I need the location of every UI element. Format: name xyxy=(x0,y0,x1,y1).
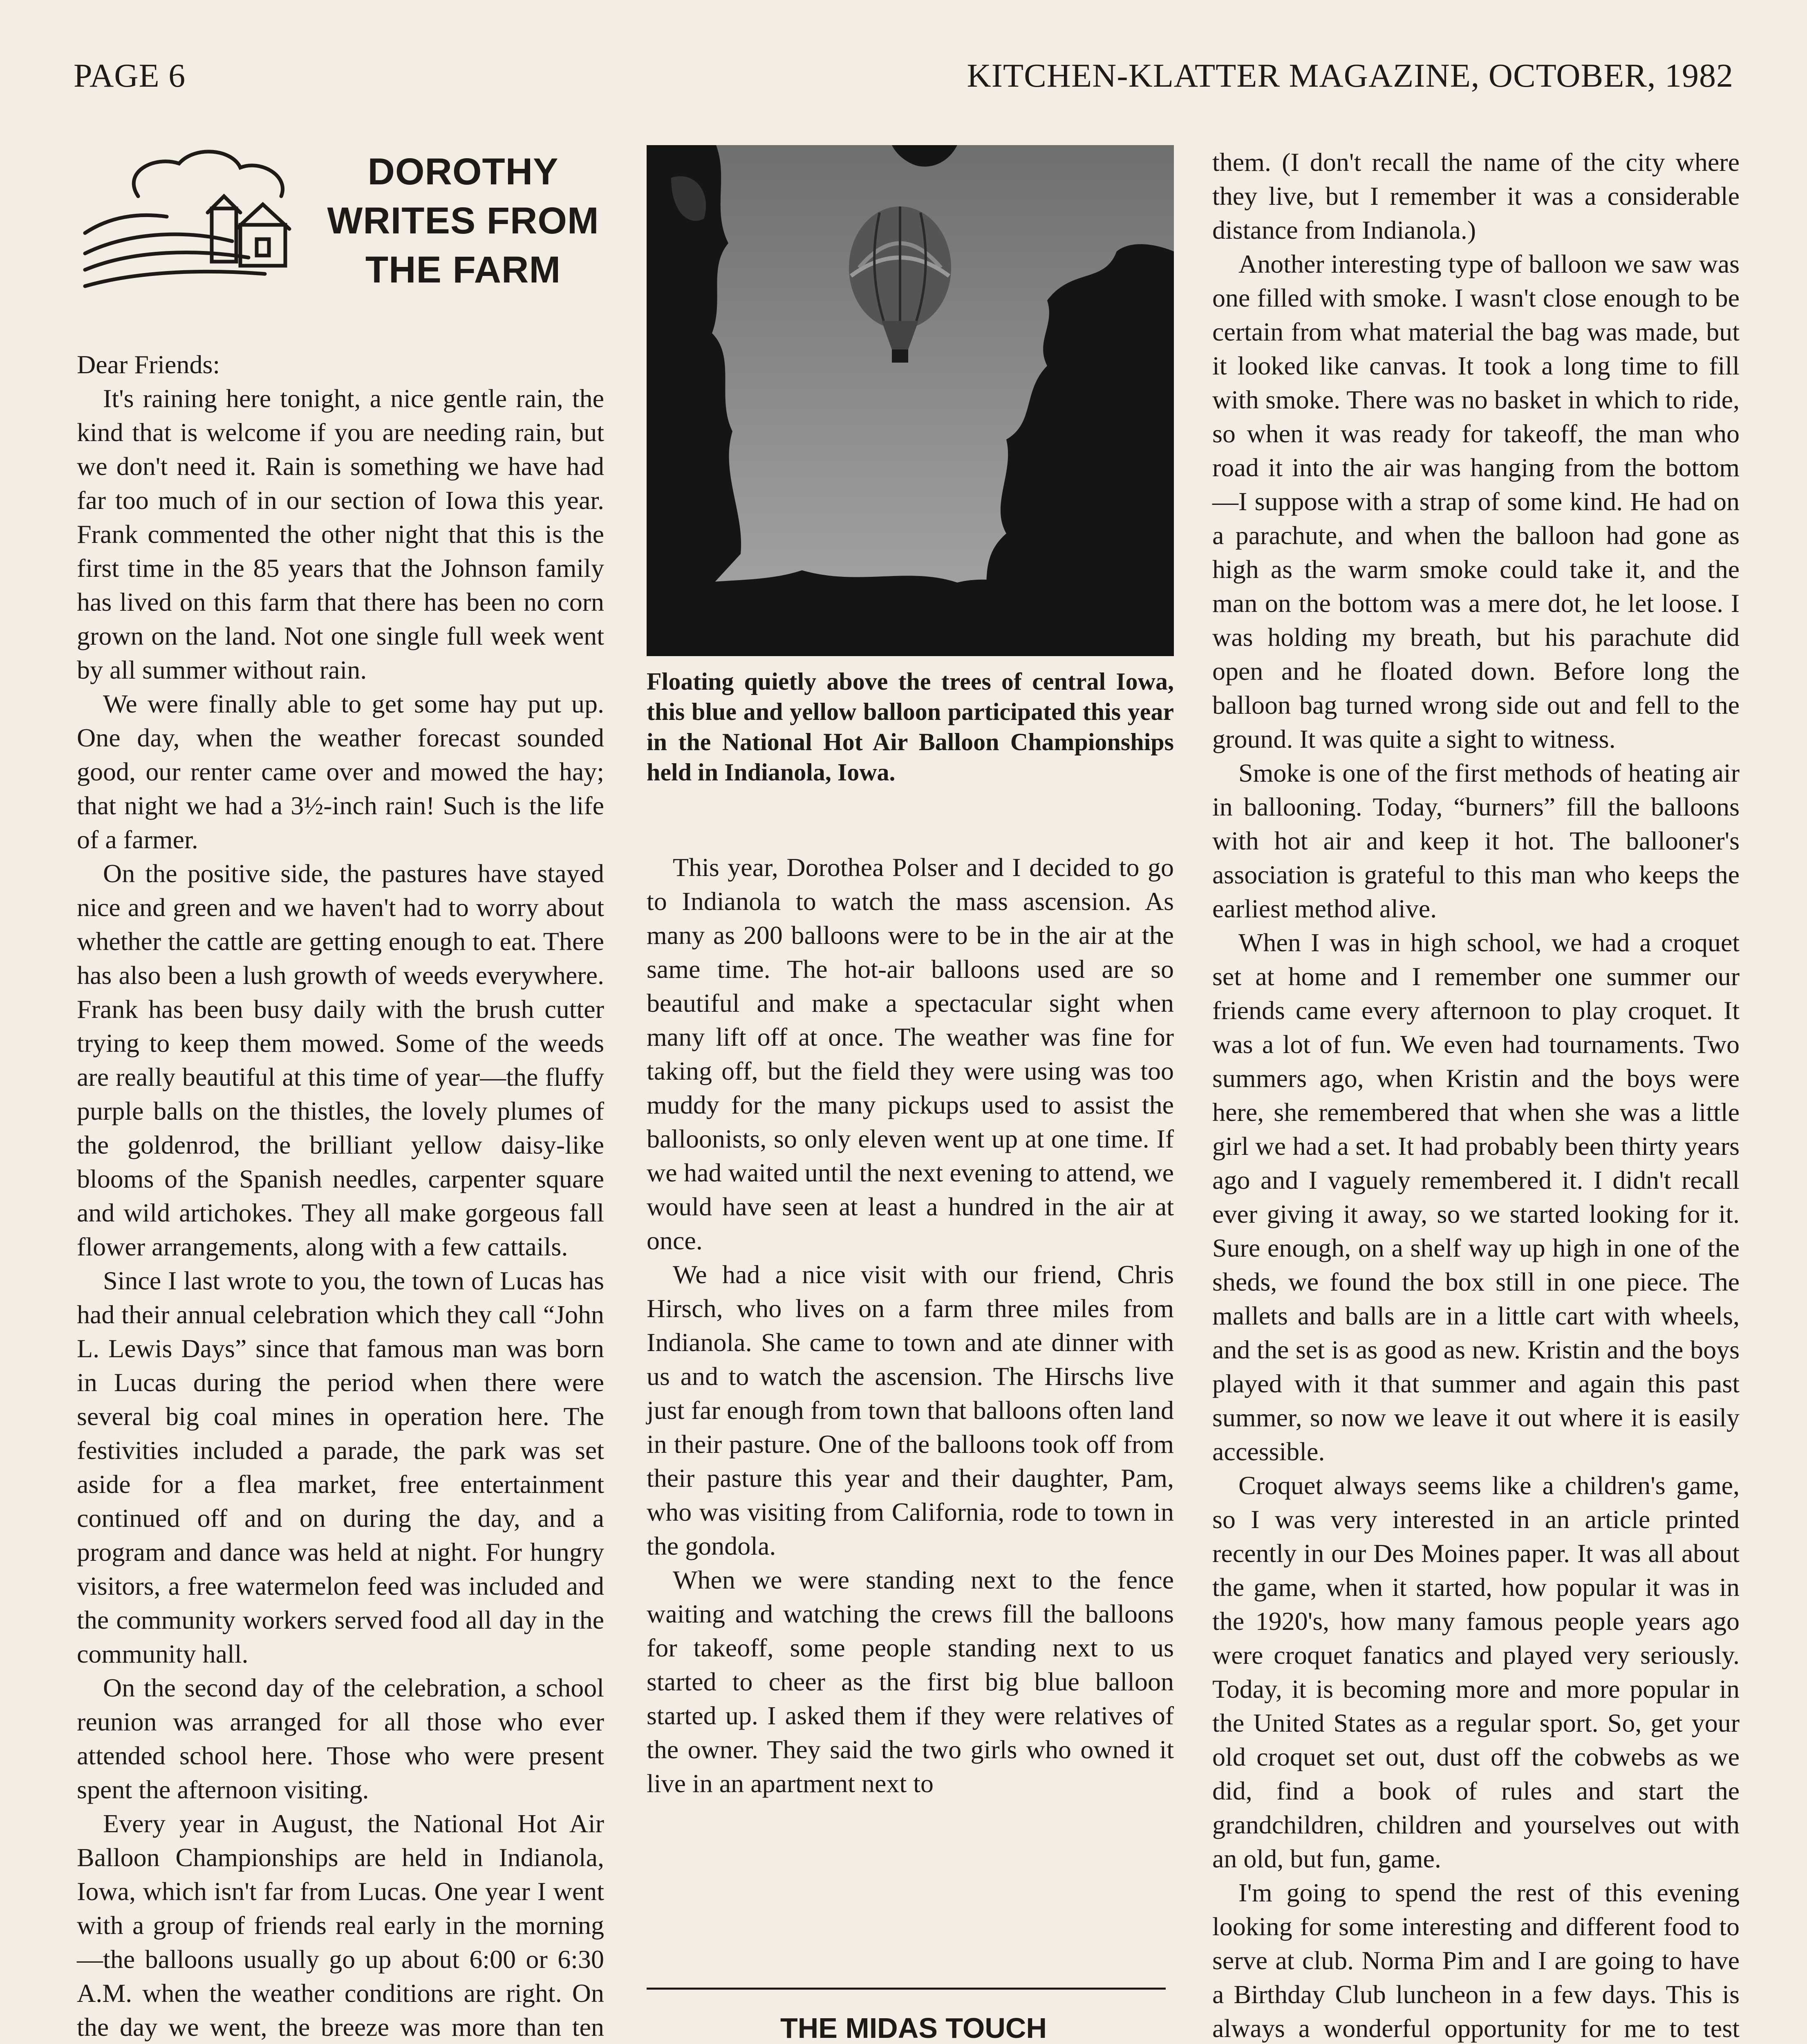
article-title-line-2: WRITES FROM xyxy=(327,200,599,242)
farm-logo-icon xyxy=(77,147,306,303)
salutation: Dear Friends: xyxy=(77,350,220,379)
balloon-photo xyxy=(647,145,1174,656)
paragraph: Croquet always seems like a children's game, so I was very interested in an article printed recently in our Des Moines paper. It was all about the game, when it started, how popular it was in the 1920's, how many famous people years ago were croquet fanatics and played very seriously. Today, it is becoming more and more popular in the United States as a regular sport. So, get your old croquet set out, dust off the cobwebs as we did, find a book of rules and start the grandchildren, children and yourselves out with an old, but fun, game. xyxy=(1212,1471,1740,1873)
poem-divider xyxy=(647,1988,1166,1990)
article-title xyxy=(322,147,604,294)
article-column-3 xyxy=(1212,145,1740,2044)
paragraph: Every year in August, the National Hot Air Balloon Championships are held in Indianola, Iowa, which isn't far from Lucas. One year I went with a group of friends real early in the morning—the balloons usually go up about 6:00 or 6:30 A.M. when the weather conditions are right. On the day we went, the breeze was more than ten xyxy=(77,1809,604,2042)
paragraph: This year, Dorothea Polser and I decided to go to Indianola to watch the mass ascension. As many as 200 balloons were to be in the air at the same time. The hot-air balloons used are so beautiful and make a spectacular sight when many lift off at once. The weather was fine for taking off, but the field they were using was too muddy for the many pickups used to assist the balloonists, so only eleven went up at one time. If we had waited until the next evening to attend, we would have seen at least a hundred in the air at once. xyxy=(647,853,1174,1255)
article-title-line-3: THE FARM xyxy=(365,249,561,291)
paragraph: On the positive side, the pastures have stayed nice and green and we haven't had to worry about whether the cattle are getting enough to eat. There has also been a lush growth of weeds everywhere. Frank has been busy daily with the brush cutter trying to keep them mowed. Some of the weeds are really beautiful at this time of year—the fluffy purple balls on the thistles, the lovely plumes of the goldenrod, the brilliant yellow daisy-like blooms of the Spanish needles, carpenter square and wild artichokes. They all make gorgeous fall flower arrangements, along with a few cattails. xyxy=(77,859,604,1261)
paragraph: When I was in high school, we had a croquet set at home and I remember one summer our friends came every afternoon to play croquet. It was a lot of fun. We even had tournaments. Two summers ago, when Kristin and the boys were here, she remembered that when she was a little girl we had a set. It had probably been thirty years ago and I vaguely remembered it. I didn't recall ever giving it away, so we started looking for it. Sure enough, on a shelf way up high in one of the sheds, we found the box still in one piece. The mallets and balls are in a little cart with wheels, and the set is as good as new. Kristin and the boys played with it that summer and again this past summer, so now we leave it out where it is easily accessible. xyxy=(1212,928,1740,1466)
paragraph: We were finally able to get some hay put up. One day, when the weather forecast sounded good, our renter came over and mowed the hay; that night we had a 3½-inch rain! Such is the life of a farmer. xyxy=(77,689,604,854)
paragraph: Another interesting type of balloon we saw was one filled with smoke. I wasn't close enough to be certain from what material the bag was made, but it looked like canvas. It took a long time to fill with smoke. There was no basket in which to ride, so when it was ready for takeoff, the man who road it into the air was hanging from the bottom—I suppose with a strap of some kind. He had on a parachute, and when the balloon had gone as high as the warm smoke could take it, and the man on the bottom was a mere dot, he let loose. I was holding my breath, but his parachute did open and he floated down. Before long the balloon bag turned wrong side out and fell to the ground. It was quite a sight to witness. xyxy=(1212,249,1740,753)
paragraph: Smoke is one of the first methods of heating air in ballooning. Today, “burners” fill the balloons with hot air and keep it hot. The ballooner's association is grateful to this man who keeps the earliest method alive. xyxy=(1212,758,1740,923)
paragraph: We had a nice visit with our friend, Chris Hirsch, who lives on a farm three miles from Indianola. She came to town and ate dinner with us and to watch the ascension. The Hirschs live just far enough from town that balloons often land in their pasture. One of the balloons took off from their pasture this year and their daughter, Pam, who was visiting from California, rode to town in the gondola. xyxy=(647,1260,1174,1560)
poem-midas-touch xyxy=(654,2011,1173,2044)
article-column-2 xyxy=(647,850,1174,1800)
paragraph: When we were standing next to the fence waiting and watching the crews fill the balloons for takeoff, some people standing next to us started to cheer as the first big blue balloon started up. I asked them if they were relatives of the owner. They said the two girls who owned it live in an apartment next to xyxy=(647,1565,1174,1798)
page-header xyxy=(74,56,1733,105)
magazine-title: KITCHEN-KLATTER MAGAZINE, OCTOBER, 1982 xyxy=(967,57,1733,94)
page-number: PAGE 6 xyxy=(74,57,186,94)
paragraph: On the second day of the celebration, a school reunion was arranged for all those who ever attended school here. Those who were present spent the afternoon visiting. xyxy=(77,1673,604,1804)
paragraph: It's raining here tonight, a nice gentle rain, the kind that is welcome if you are needing rain, but we don't need it. Rain is something we have had far too much of in our section of Iowa this year. Frank commented the other night that this is the first time in the 85 years that the Johnson family has lived on this farm that there has been no corn grown on the land. Not one single full week went by all summer without rain. xyxy=(77,384,604,684)
article-column-1 xyxy=(77,347,604,2044)
article-heading xyxy=(77,147,604,339)
paragraph: them. (I don't recall the name of the city where they live, but I remember it was a considerable distance from Indianola.) xyxy=(1212,148,1740,244)
article-title-line-1: DOROTHY xyxy=(367,151,559,193)
photo-caption: Floating quietly above the trees of central Iowa, this blue and yellow balloon participated this year in the National Hot Air Balloon Championships held in Indianola, Iowa. xyxy=(647,668,1174,786)
paragraph: Since I last wrote to you, the town of Lucas has had their annual celebration which they call “John L. Lewis Days” since that famous man was born in Lucas during the period when there were several big coal mines in operation here. The festivities included a parade, the park was set aside for a flea market, free entertainment continued off and on during the day, and a program and dance was held at night. For hungry visitors, a free watermelon feed was included and the community workers served food all day in the community hall. xyxy=(77,1266,604,1668)
paragraph: I'm going to spend the rest of this evening looking for some interesting and different food to serve at club. Norma Pim and I are going to have a Birthday Club luncheon in a few days. This is always a wonderful opportunity for me to test xyxy=(1212,1878,1740,2043)
poem-title: THE MIDAS TOUCH xyxy=(780,2012,1047,2044)
